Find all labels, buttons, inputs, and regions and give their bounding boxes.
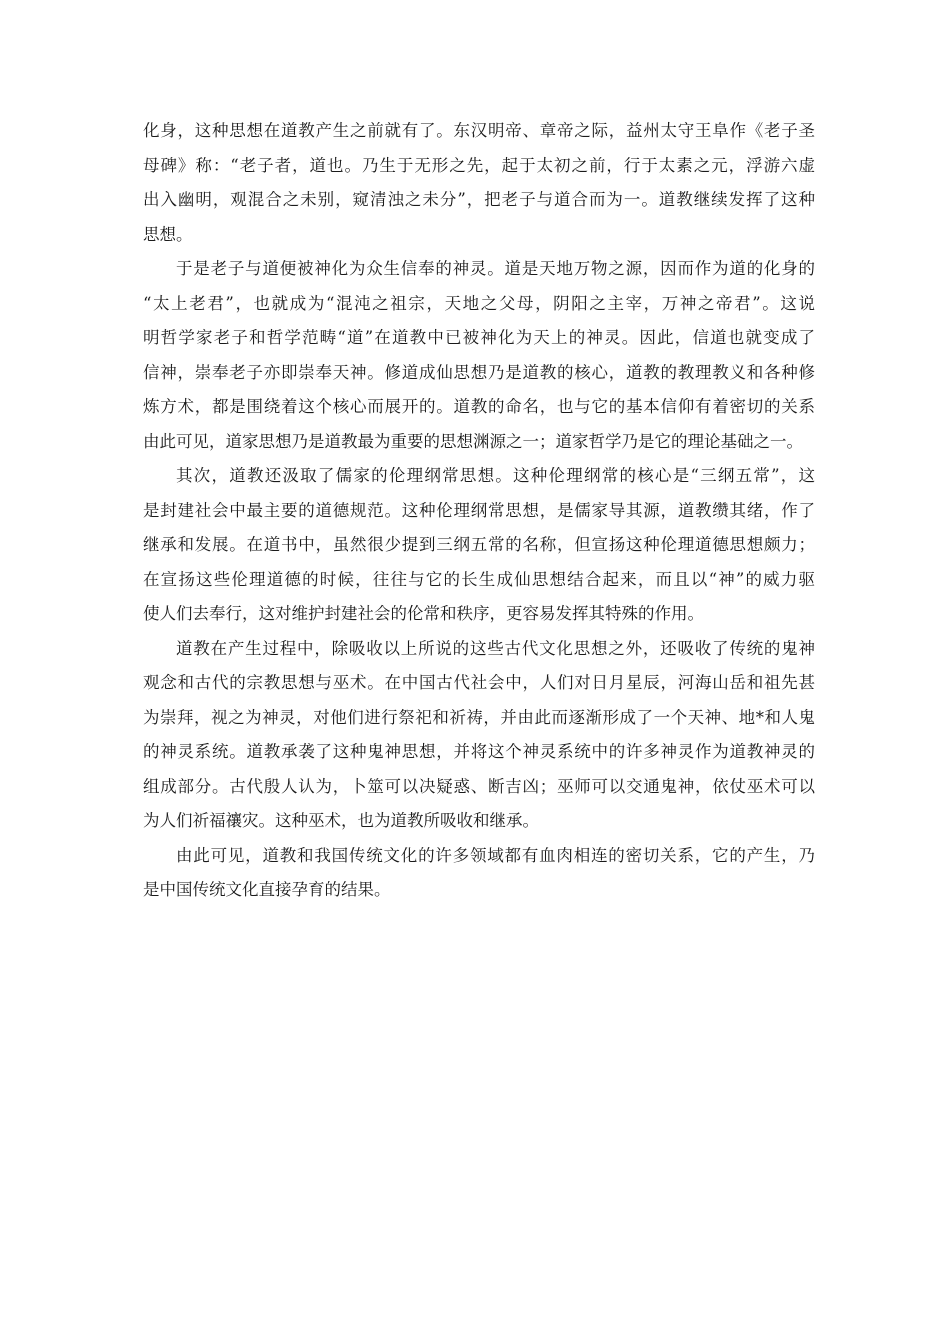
paragraph-line: 为崇拜，视之为神灵，对他们进行祭祀和祈祷，并由此而逐渐形成了一个天神、地*和人鬼 xyxy=(143,707,815,727)
paragraph-line: 组成部分。古代殷人认为，卜筮可以决疑惑、断吉凶；巫师可以交通鬼神，依仗巫术可以 xyxy=(143,776,815,796)
paragraph-line: 是封建社会中最主要的道德规范。这种伦理纲常思想，是儒家导其源，道教缵其绪，作了 xyxy=(143,500,815,520)
paragraph-line: 于是老子与道便被神化为众生信奉的神灵。道是天地万物之源，因而作为道的化身的 xyxy=(176,259,815,278)
document-body xyxy=(143,114,815,908)
paragraph-line: 继承和发展。在道书中，虽然很少提到三纲五常的名称，但宣扬这种伦理道德思想颇力； xyxy=(143,535,815,554)
paragraph-line: 明哲学家老子和哲学范畴“道”在道教中已被神化为天上的神灵。因此，信道也就变成了 xyxy=(143,328,815,347)
paragraph-line: 在宣扬这些伦理道德的时候，往往与它的长生成仙思想结合起来，而且以“神”的威力驱 xyxy=(143,569,815,589)
paragraph xyxy=(143,459,815,632)
paragraph-line: 观念和古代的宗教思想与巫术。在中国古代社会中，人们对日月星辰，河海山岳和祖先甚 xyxy=(143,673,815,692)
paragraph-line: 炼方术，都是围绕着这个核心而展开的。道教的命名，也与它的基本信仰有着密切的关系 xyxy=(143,397,815,416)
paragraph-line: 的神灵系统。道教承袭了这种鬼神思想，并将这个神灵系统中的许多神灵作为道教神灵的 xyxy=(143,742,815,761)
paragraph-line: 出入幽明，观混合之未别，窥清浊之未分”，把老子与道合而为一。道教继续发挥了这种 xyxy=(143,190,815,209)
paragraph xyxy=(143,839,815,908)
paragraph xyxy=(143,632,815,839)
paragraph-line: 信神，崇奉老子亦即崇奉天神。修道成仙思想乃是道教的核心，道教的教理教义和各种修 xyxy=(143,362,815,382)
paragraph-line: 道教在产生过程中，除吸收以上所说的这些古代文化思想之外，还吸收了传统的鬼神 xyxy=(176,638,815,658)
paragraph-line: 母碑》称：“老子者，道也。乃生于无形之先，起于太初之前，行于太素之元，浮游六虚 xyxy=(143,155,815,175)
paragraph-line: 化身，这种思想在道教产生之前就有了。东汉明帝、章帝之际，益州太守王阜作《老子圣 xyxy=(143,121,815,140)
paragraph-line: 由此可见，道家思想乃是道教最为重要的思想渊源之一；道家哲学乃是它的理论基础之一。 xyxy=(143,431,803,451)
paragraph-line: 其次，道教还汲取了儒家的伦理纲常思想。这种伦理纲常的核心是“三纲五常”，这 xyxy=(176,466,815,485)
paragraph xyxy=(143,252,815,459)
paragraph-line: 由此可见，道教和我国传统文化的许多领域都有血肉相连的密切关系，它的产生，乃 xyxy=(176,845,815,865)
paragraph-line: “太上老君”，也就成为“混沌之祖宗，天地之父母，阴阳之主宰，万神之帝君”。这说 xyxy=(143,293,815,313)
paragraph-line: 为人们祈福禳灾。这种巫术，也为道教所吸收和继承。 xyxy=(143,811,539,830)
paragraph-line: 思想。 xyxy=(143,224,193,244)
paragraph-line: 使人们去奉行，这对维护封建社会的伦常和秩序，更容易发挥其特殊的作用。 xyxy=(143,604,704,623)
paragraph xyxy=(143,114,815,252)
paragraph-line: 是中国传统文化直接孕育的结果。 xyxy=(143,880,391,899)
